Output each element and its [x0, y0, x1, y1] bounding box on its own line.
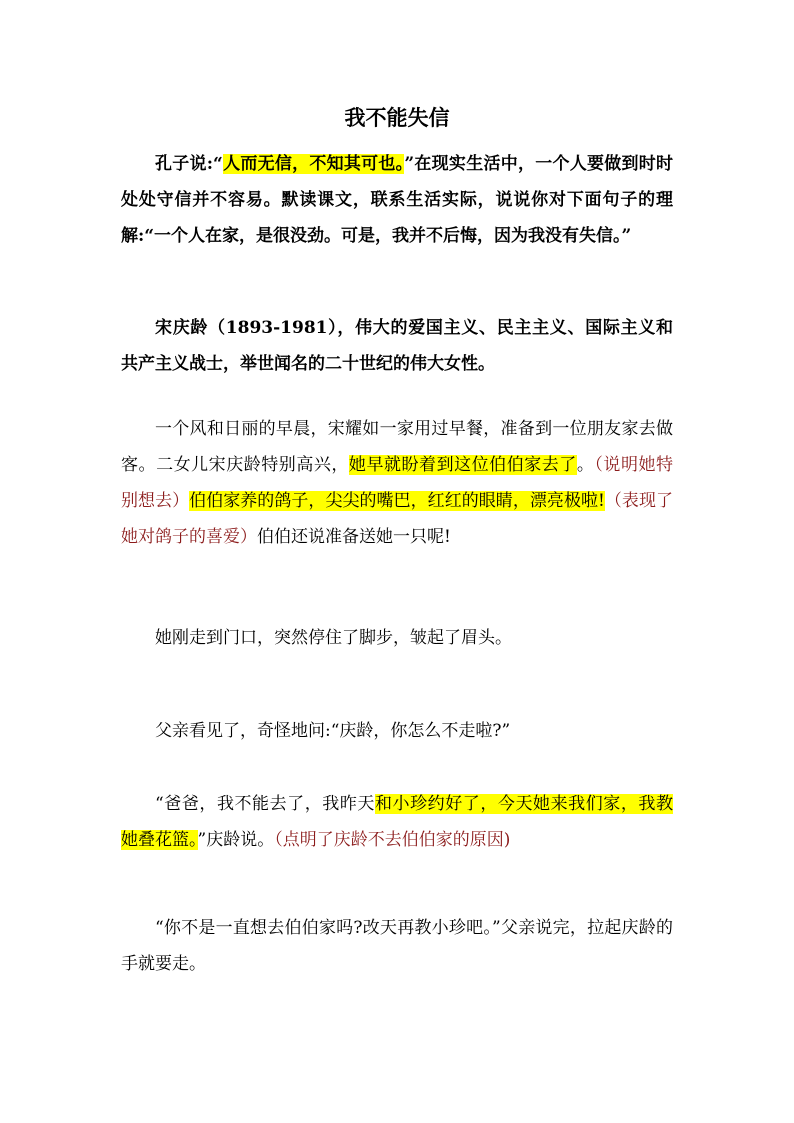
document-title: 我不能失信	[344, 105, 450, 130]
intro-text: ”在现实生活中，一个人要做到时时处处守信并不容易。默读课文，联系生活实际，说说你对下面句子的理解:“一个人在家，是很没劲。可是，我并不后悔，因为我没有失信。”	[121, 154, 673, 246]
story-text: “爸爸，我不能去了，我昨天	[155, 794, 375, 814]
story-paragraph-3: 父亲看见了，奇怪地问:“庆龄，你怎么不走啦?”	[155, 721, 511, 741]
annotation-note: （说明她特别想去）	[121, 455, 674, 511]
story-paragraph-2: 她刚走到门口，突然停住了脚步，皱起了眉头。	[155, 628, 512, 648]
story-text: 。	[576, 455, 595, 475]
story-text: 伯伯还说准备送她一只呢!	[257, 527, 451, 547]
intro-paragraph-2: 宋庆龄（1893-1981），伟大的爱国主义、民主主义、国际主义和共产主义战士，举世闻名的二十世纪的伟大女性。	[121, 318, 673, 374]
annotation-note: （点明了庆龄不去伯伯家的原因)	[274, 830, 511, 850]
story-paragraph-1	[121, 411, 673, 555]
annotation-note: （表现了她对鸽子的喜爱）	[121, 491, 674, 547]
highlight-sentence: 伯伯家养的鸽子，尖尖的嘴巴，红红的眼睛，漂亮极啦!	[189, 491, 605, 511]
highlight-sentence: 她早就盼着到这位伯伯家去了	[348, 455, 577, 475]
highlight-quote: 人而无信，不知其可也。	[222, 154, 405, 174]
highlight-sentence: 和小珍约好了，今天她来我们家，我教她叠花篮。	[121, 794, 673, 850]
story-text: ”庆龄说。	[197, 830, 275, 850]
intro-text: 孔子说:“	[155, 154, 223, 174]
story-paragraph-5: “你不是一直想去伯伯家吗?改天再教小珍吧。”父亲说完，拉起庆龄的手就要走。	[121, 918, 673, 974]
intro-paragraph-1	[121, 146, 673, 254]
story-paragraph-4	[121, 786, 673, 858]
story-text: 一个风和日丽的早晨，宋耀如一家用过早餐，准备到一位朋友家去做客。二女儿宋庆龄特别高兴，	[121, 419, 673, 475]
